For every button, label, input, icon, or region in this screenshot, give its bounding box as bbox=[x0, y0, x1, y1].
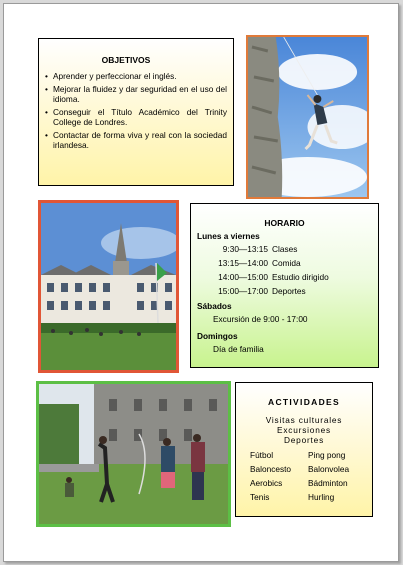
archery-photo bbox=[36, 381, 231, 527]
sport-item: Hurling bbox=[308, 492, 335, 502]
school-photo bbox=[38, 200, 179, 373]
saturday-text: Excursión de 9:00 - 17:00 bbox=[213, 314, 308, 324]
climbing-photo bbox=[246, 35, 369, 199]
sport-item: Fútbol bbox=[250, 450, 274, 460]
sport-item: Tenis bbox=[250, 492, 270, 502]
objetivos-list bbox=[45, 71, 227, 151]
actividades-line: Excursiones bbox=[277, 425, 331, 435]
saturday-label: Sábados bbox=[197, 301, 232, 311]
objetivos-box bbox=[38, 38, 234, 186]
schedule-time: 14:00—15:00 bbox=[218, 272, 268, 282]
schedule-time: 9:30—13:15 bbox=[222, 244, 268, 254]
schedule-time: 13:15—14:00 bbox=[218, 258, 268, 268]
sport-item: Baloncesto bbox=[250, 464, 292, 474]
schedule-row bbox=[197, 273, 372, 283]
horario-title: HORARIO bbox=[264, 218, 305, 228]
schedule-row bbox=[197, 245, 372, 255]
schedule-row bbox=[197, 287, 372, 297]
sport-item: Aerobics bbox=[250, 478, 283, 488]
objetivo-item: • Conseguir el Título Académico del Trinity College de Londres. bbox=[45, 107, 227, 128]
sports-grid bbox=[242, 450, 366, 502]
schedule-activity: Clases bbox=[272, 244, 298, 254]
objetivos-title: OBJETIVOS bbox=[101, 55, 151, 65]
schedule-activity: Estudio dirigido bbox=[272, 272, 329, 282]
sunday-text: Día de familia bbox=[213, 343, 264, 354]
schedule-time: 15:00—17:00 bbox=[218, 286, 268, 296]
actividades-box bbox=[235, 382, 373, 517]
schedule-row bbox=[197, 259, 372, 269]
schedule-activity: Deportes bbox=[272, 286, 306, 296]
page bbox=[3, 3, 399, 562]
schedule-activity: Comida bbox=[272, 258, 301, 268]
sport-item: Balonvolea bbox=[308, 464, 350, 474]
weekdays-label: Lunes a viernes bbox=[197, 231, 260, 241]
actividades-title: ACTIVIDADES bbox=[268, 397, 340, 407]
actividades-line: Deportes bbox=[283, 435, 325, 445]
sunday-label: Domingos bbox=[197, 330, 238, 341]
objetivo-item: • Mejorar la fluidez y dar seguridad en el uso del idioma. bbox=[45, 84, 227, 105]
horario-box bbox=[190, 203, 379, 368]
objetivo-item: • Aprender y perfeccionar el inglés. bbox=[45, 71, 227, 82]
actividades-line: Visitas culturales bbox=[265, 415, 343, 425]
sport-item: Bádminton bbox=[308, 478, 348, 488]
sport-item: Ping pong bbox=[308, 450, 346, 460]
objetivo-item: • Contactar de forma viva y real con la sociedad irlandesa. bbox=[45, 130, 227, 151]
